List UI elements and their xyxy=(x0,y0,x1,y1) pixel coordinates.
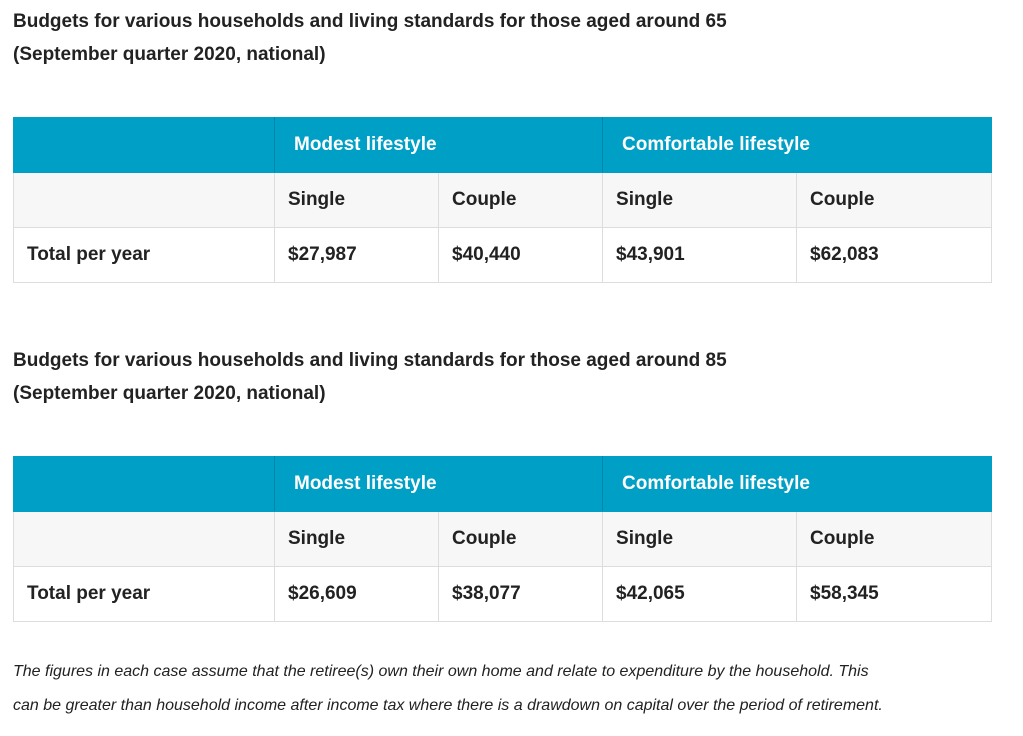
subheader-blank-cell xyxy=(14,173,275,228)
header-comfortable-lifestyle: Comfortable lifestyle xyxy=(603,118,992,173)
value-modest-couple: $40,440 xyxy=(439,228,603,283)
value-comfortable-single: $42,065 xyxy=(603,567,797,622)
table-row xyxy=(14,567,992,622)
subheader-modest-couple: Couple xyxy=(439,512,603,567)
footnote xyxy=(13,655,1013,723)
table-group-header-row xyxy=(14,457,992,512)
heading-title-65: Budgets for various households and living standards for those aged around 65 xyxy=(13,11,727,32)
value-modest-single: $26,609 xyxy=(275,567,439,622)
subheader-modest-single: Single xyxy=(275,173,439,228)
budget-table-65 xyxy=(13,117,992,283)
footnote-line-2: can be greater than household income after income tax where there is a drawdown on capital over the period of retirement. xyxy=(13,697,883,714)
section-heading-65 xyxy=(13,5,1013,71)
subheader-blank-cell xyxy=(14,512,275,567)
table-group-header-row xyxy=(14,118,992,173)
value-modest-single: $27,987 xyxy=(275,228,439,283)
heading-title-85: Budgets for various households and living standards for those aged around 85 xyxy=(13,350,727,371)
subheader-modest-couple: Couple xyxy=(439,173,603,228)
value-comfortable-couple: $62,083 xyxy=(797,228,992,283)
row-label-total-per-year: Total per year xyxy=(14,228,275,283)
row-label-total-per-year: Total per year xyxy=(14,567,275,622)
table-row xyxy=(14,228,992,283)
header-blank-cell xyxy=(14,118,275,173)
header-modest-lifestyle: Modest lifestyle xyxy=(275,118,603,173)
heading-subtitle-85: (September quarter 2020, national) xyxy=(13,383,326,404)
value-comfortable-couple: $58,345 xyxy=(797,567,992,622)
value-comfortable-single: $43,901 xyxy=(603,228,797,283)
subheader-comfortable-couple: Couple xyxy=(797,173,992,228)
heading-subtitle-65: (September quarter 2020, national) xyxy=(13,44,326,65)
subheader-comfortable-single: Single xyxy=(603,173,797,228)
subheader-comfortable-single: Single xyxy=(603,512,797,567)
table-subheader-row xyxy=(14,512,992,567)
header-comfortable-lifestyle: Comfortable lifestyle xyxy=(603,457,992,512)
section-heading-85 xyxy=(13,344,1013,410)
subheader-comfortable-couple: Couple xyxy=(797,512,992,567)
budget-table-85 xyxy=(13,456,992,622)
table-subheader-row xyxy=(14,173,992,228)
footnote-line-1: The figures in each case assume that the retiree(s) own their own home and relate to expenditure by the household. This xyxy=(13,663,869,680)
header-blank-cell xyxy=(14,457,275,512)
value-modest-couple: $38,077 xyxy=(439,567,603,622)
subheader-modest-single: Single xyxy=(275,512,439,567)
header-modest-lifestyle: Modest lifestyle xyxy=(275,457,603,512)
